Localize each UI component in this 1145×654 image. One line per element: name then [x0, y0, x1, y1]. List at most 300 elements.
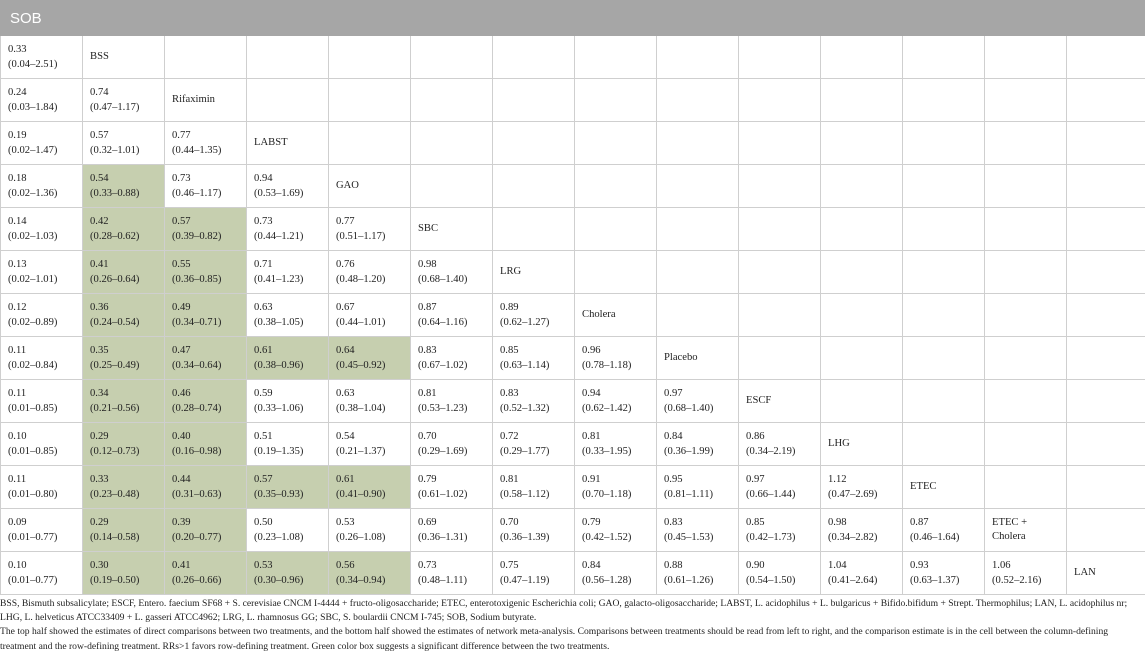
treatment-label: LAN: [1074, 566, 1145, 580]
confidence-interval: (0.62–1.42): [582, 401, 656, 416]
risk-ratio-value: 0.53: [254, 558, 328, 573]
risk-ratio-value: 0.29: [90, 429, 164, 444]
empty-cell: [411, 36, 493, 79]
risk-ratio-value: 0.10: [8, 429, 82, 444]
confidence-interval: (0.38–1.05): [254, 315, 328, 330]
confidence-interval: (0.24–0.54): [90, 315, 164, 330]
risk-ratio-value: 0.70: [500, 515, 574, 530]
estimate-cell: [575, 380, 657, 423]
estimate-cell: [903, 552, 985, 595]
risk-ratio-value: 0.73: [418, 558, 492, 573]
treatment-label-cell: [575, 294, 657, 337]
significant-estimate-cell: [83, 466, 165, 509]
estimate-cell: [411, 423, 493, 466]
estimate-cell: [1, 380, 83, 423]
empty-cell: [1067, 423, 1145, 466]
confidence-interval: (0.14–0.58): [90, 530, 164, 545]
estimate-cell: [1, 165, 83, 208]
empty-cell: [985, 79, 1067, 122]
empty-cell: [903, 208, 985, 251]
confidence-interval: (0.35–0.93): [254, 487, 328, 502]
estimate-cell: [1, 466, 83, 509]
empty-cell: [1067, 36, 1145, 79]
empty-cell: [1067, 165, 1145, 208]
empty-cell: [903, 36, 985, 79]
significant-estimate-cell: [247, 552, 329, 595]
risk-ratio-value: 0.76: [336, 257, 410, 272]
confidence-interval: (0.42–1.52): [582, 530, 656, 545]
risk-ratio-value: 1.04: [828, 558, 902, 573]
estimate-cell: [657, 380, 739, 423]
risk-ratio-value: 0.51: [254, 429, 328, 444]
confidence-interval: (0.23–1.08): [254, 530, 328, 545]
treatment-label: ETEC +: [992, 516, 1066, 530]
table-title-row: [1, 1, 1145, 36]
confidence-interval: (0.33–1.06): [254, 401, 328, 416]
significant-estimate-cell: [83, 251, 165, 294]
estimate-cell: [985, 552, 1067, 595]
empty-cell: [821, 165, 903, 208]
treatment-label: ESCF: [746, 394, 820, 408]
risk-ratio-value: 0.11: [8, 472, 82, 487]
empty-cell: [821, 294, 903, 337]
treatment-label-cell: [83, 36, 165, 79]
table-row: [1, 509, 1145, 552]
table-row: [1, 466, 1145, 509]
empty-cell: [985, 208, 1067, 251]
empty-cell: [903, 165, 985, 208]
confidence-interval: (0.47–1.19): [500, 573, 574, 588]
risk-ratio-value: 0.98: [828, 515, 902, 530]
confidence-interval: (0.12–0.73): [90, 444, 164, 459]
table-row: [1, 79, 1145, 122]
estimate-cell: [83, 79, 165, 122]
confidence-interval: (0.19–0.50): [90, 573, 164, 588]
significant-estimate-cell: [165, 380, 247, 423]
risk-ratio-value: 0.24: [8, 85, 82, 100]
treatment-label-line2: Cholera: [992, 530, 1066, 544]
treatment-label: SBC: [418, 222, 492, 236]
confidence-interval: (0.33–0.88): [90, 186, 164, 201]
risk-ratio-value: 0.61: [254, 343, 328, 358]
estimate-cell: [411, 251, 493, 294]
risk-ratio-value: 0.61: [336, 472, 410, 487]
risk-ratio-value: 0.81: [500, 472, 574, 487]
empty-cell: [1067, 466, 1145, 509]
significant-estimate-cell: [83, 337, 165, 380]
table-row: [1, 337, 1145, 380]
treatment-label-cell: [739, 380, 821, 423]
empty-cell: [329, 79, 411, 122]
risk-ratio-value: 0.97: [746, 472, 820, 487]
empty-cell: [657, 251, 739, 294]
confidence-interval: (0.78–1.18): [582, 358, 656, 373]
significant-estimate-cell: [83, 509, 165, 552]
empty-cell: [1067, 79, 1145, 122]
risk-ratio-value: 1.12: [828, 472, 902, 487]
significant-estimate-cell: [165, 251, 247, 294]
empty-cell: [821, 337, 903, 380]
empty-cell: [985, 165, 1067, 208]
estimate-cell: [739, 552, 821, 595]
risk-ratio-value: 0.95: [664, 472, 738, 487]
table-row: [1, 122, 1145, 165]
estimate-cell: [575, 337, 657, 380]
empty-cell: [903, 380, 985, 423]
empty-cell: [821, 208, 903, 251]
significant-estimate-cell: [83, 165, 165, 208]
estimate-cell: [1, 251, 83, 294]
risk-ratio-value: 0.74: [90, 85, 164, 100]
confidence-interval: (0.28–0.62): [90, 229, 164, 244]
confidence-interval: (0.02–1.36): [8, 186, 82, 201]
table-row: [1, 36, 1145, 79]
significant-estimate-cell: [247, 466, 329, 509]
estimate-cell: [575, 552, 657, 595]
treatment-label-cell: [411, 208, 493, 251]
risk-ratio-value: 0.34: [90, 386, 164, 401]
estimate-cell: [1, 79, 83, 122]
confidence-interval: (0.16–0.98): [172, 444, 246, 459]
explanation-note: The top half showed the estimates of direct comparisons between two treatments, and the bottom half showed the estimates of network meta-analysis. Comparisons between treatments should be read from left to right, and the comparison estimate is in the cell between the column-defining treatment and the row-defining treatment. RRs>1 favors row-defining treatment. Green color box suggests a significant difference between the two treatments.: [0, 625, 1143, 653]
empty-cell: [739, 36, 821, 79]
abbreviations-note: BSS, Bismuth subsalicylate; ESCF, Entero. faecium SF68 + S. cerevisiae CNCM I-4444 + fructo-oligosaccharide; ETEC, enterotoxigenic Escherichia coli; GAO, galacto-oligosaccharide; LABST, L. acidophilus + L. bulgaricus + Bifido.bifidum + Strept. Thermophilus; LAN, L. acidophilus nr; LHG, L. helveticus ATCC33409 + L. gasseri ATCC4962; LRG, L. rhamnosus GG; SBC, S. boulardii CNCM I-745; SOB, Sodium butyrate.: [0, 595, 1143, 625]
estimate-cell: [657, 552, 739, 595]
confidence-interval: (0.38–0.96): [254, 358, 328, 373]
confidence-interval: (0.42–1.73): [746, 530, 820, 545]
empty-cell: [1067, 337, 1145, 380]
estimate-cell: [329, 509, 411, 552]
confidence-interval: (0.44–1.21): [254, 229, 328, 244]
table-row: [1, 165, 1145, 208]
risk-ratio-value: 0.35: [90, 343, 164, 358]
empty-cell: [821, 380, 903, 423]
confidence-interval: (0.47–2.69): [828, 487, 902, 502]
empty-cell: [657, 165, 739, 208]
risk-ratio-value: 0.96: [582, 343, 656, 358]
table-row: [1, 552, 1145, 595]
estimate-cell: [329, 380, 411, 423]
significant-estimate-cell: [83, 552, 165, 595]
risk-ratio-value: 0.10: [8, 558, 82, 573]
confidence-interval: (0.02–0.84): [8, 358, 82, 373]
significant-estimate-cell: [165, 337, 247, 380]
risk-ratio-value: 0.79: [582, 515, 656, 530]
confidence-interval: (0.34–2.19): [746, 444, 820, 459]
estimate-cell: [165, 165, 247, 208]
risk-ratio-value: 0.54: [90, 171, 164, 186]
risk-ratio-value: 0.14: [8, 214, 82, 229]
estimate-cell: [329, 294, 411, 337]
risk-ratio-value: 0.81: [418, 386, 492, 401]
empty-cell: [821, 122, 903, 165]
risk-ratio-value: 0.12: [8, 300, 82, 315]
confidence-interval: (0.25–0.49): [90, 358, 164, 373]
risk-ratio-value: 0.97: [664, 386, 738, 401]
confidence-interval: (0.20–0.77): [172, 530, 246, 545]
risk-ratio-value: 0.83: [500, 386, 574, 401]
risk-ratio-value: 0.64: [336, 343, 410, 358]
estimate-cell: [493, 423, 575, 466]
treatment-label-cell: [985, 509, 1067, 552]
empty-cell: [657, 122, 739, 165]
empty-cell: [985, 466, 1067, 509]
empty-cell: [739, 79, 821, 122]
estimate-cell: [329, 208, 411, 251]
risk-ratio-value: 0.41: [172, 558, 246, 573]
confidence-interval: (0.70–1.18): [582, 487, 656, 502]
treatment-label-cell: [493, 251, 575, 294]
risk-ratio-value: 0.94: [254, 171, 328, 186]
risk-ratio-value: 0.41: [90, 257, 164, 272]
risk-ratio-value: 0.49: [172, 300, 246, 315]
estimate-cell: [657, 466, 739, 509]
confidence-interval: (0.52–2.16): [992, 573, 1066, 588]
risk-ratio-value: 0.87: [418, 300, 492, 315]
risk-ratio-value: 0.91: [582, 472, 656, 487]
estimate-cell: [575, 509, 657, 552]
risk-ratio-value: 0.63: [336, 386, 410, 401]
risk-ratio-value: 0.57: [90, 128, 164, 143]
confidence-interval: (0.44–1.35): [172, 143, 246, 158]
confidence-interval: (0.36–1.99): [664, 444, 738, 459]
estimate-cell: [821, 552, 903, 595]
estimate-cell: [493, 509, 575, 552]
risk-ratio-value: 0.40: [172, 429, 246, 444]
significant-estimate-cell: [329, 466, 411, 509]
risk-ratio-value: 0.93: [910, 558, 984, 573]
empty-cell: [493, 122, 575, 165]
confidence-interval: (0.02–1.47): [8, 143, 82, 158]
confidence-interval: (0.33–1.95): [582, 444, 656, 459]
confidence-interval: (0.66–1.44): [746, 487, 820, 502]
empty-cell: [411, 165, 493, 208]
estimate-cell: [247, 165, 329, 208]
risk-ratio-value: 0.11: [8, 386, 82, 401]
significant-estimate-cell: [83, 423, 165, 466]
risk-ratio-value: 0.53: [336, 515, 410, 530]
estimate-cell: [493, 294, 575, 337]
estimate-cell: [411, 294, 493, 337]
treatment-label: BSS: [90, 50, 164, 64]
significant-estimate-cell: [329, 337, 411, 380]
risk-ratio-value: 0.94: [582, 386, 656, 401]
risk-ratio-value: 0.36: [90, 300, 164, 315]
estimate-cell: [247, 294, 329, 337]
estimate-cell: [83, 122, 165, 165]
estimate-cell: [247, 380, 329, 423]
confidence-interval: (0.19–1.35): [254, 444, 328, 459]
estimate-cell: [657, 509, 739, 552]
treatment-label: LABST: [254, 136, 328, 150]
treatment-label-cell: [1067, 552, 1145, 595]
confidence-interval: (0.68–1.40): [664, 401, 738, 416]
confidence-interval: (0.51–1.17): [336, 229, 410, 244]
confidence-interval: (0.21–1.37): [336, 444, 410, 459]
confidence-interval: (0.02–1.03): [8, 229, 82, 244]
confidence-interval: (0.01–0.85): [8, 444, 82, 459]
significant-estimate-cell: [83, 380, 165, 423]
empty-cell: [657, 208, 739, 251]
treatment-label: Placebo: [664, 351, 738, 365]
estimate-cell: [247, 423, 329, 466]
empty-cell: [575, 122, 657, 165]
table-row: [1, 380, 1145, 423]
significant-estimate-cell: [165, 466, 247, 509]
estimate-cell: [821, 466, 903, 509]
treatment-label: LHG: [828, 437, 902, 451]
confidence-interval: (0.21–0.56): [90, 401, 164, 416]
empty-cell: [411, 79, 493, 122]
confidence-interval: (0.26–0.64): [90, 272, 164, 287]
estimate-cell: [1, 423, 83, 466]
estimate-cell: [903, 509, 985, 552]
risk-ratio-value: 0.69: [418, 515, 492, 530]
risk-ratio-value: 0.81: [582, 429, 656, 444]
confidence-interval: (0.01–0.77): [8, 530, 82, 545]
risk-ratio-value: 0.29: [90, 515, 164, 530]
confidence-interval: (0.36–0.85): [172, 272, 246, 287]
risk-ratio-value: 0.42: [90, 214, 164, 229]
estimate-cell: [657, 423, 739, 466]
confidence-interval: (0.34–2.82): [828, 530, 902, 545]
treatment-label-cell: [657, 337, 739, 380]
empty-cell: [739, 251, 821, 294]
risk-ratio-value: 0.75: [500, 558, 574, 573]
footnotes: [0, 595, 1145, 654]
estimate-cell: [165, 122, 247, 165]
risk-ratio-value: 0.77: [336, 214, 410, 229]
significant-estimate-cell: [329, 552, 411, 595]
table-row: [1, 208, 1145, 251]
confidence-interval: (0.31–0.63): [172, 487, 246, 502]
estimate-cell: [247, 251, 329, 294]
estimate-cell: [329, 251, 411, 294]
empty-cell: [575, 36, 657, 79]
empty-cell: [493, 36, 575, 79]
empty-cell: [739, 294, 821, 337]
risk-ratio-value: 0.73: [172, 171, 246, 186]
confidence-interval: (0.36–1.39): [500, 530, 574, 545]
significant-estimate-cell: [83, 208, 165, 251]
confidence-interval: (0.29–1.69): [418, 444, 492, 459]
estimate-cell: [1, 122, 83, 165]
confidence-interval: (0.41–1.23): [254, 272, 328, 287]
risk-ratio-value: 0.09: [8, 515, 82, 530]
treatment-label: Rifaximin: [172, 93, 246, 107]
risk-ratio-value: 0.59: [254, 386, 328, 401]
confidence-interval: (0.04–2.51): [8, 57, 82, 72]
table-row: [1, 294, 1145, 337]
confidence-interval: (0.61–1.02): [418, 487, 492, 502]
estimate-cell: [411, 509, 493, 552]
estimate-cell: [739, 509, 821, 552]
empty-cell: [985, 122, 1067, 165]
estimate-cell: [1, 208, 83, 251]
empty-cell: [903, 337, 985, 380]
confidence-interval: (0.52–1.32): [500, 401, 574, 416]
risk-ratio-value: 0.85: [746, 515, 820, 530]
table-row: [1, 251, 1145, 294]
confidence-interval: (0.63–1.14): [500, 358, 574, 373]
empty-cell: [575, 251, 657, 294]
risk-ratio-value: 0.57: [172, 214, 246, 229]
confidence-interval: (0.39–0.82): [172, 229, 246, 244]
risk-ratio-value: 0.84: [664, 429, 738, 444]
risk-ratio-value: 0.57: [254, 472, 328, 487]
table-row: [1, 423, 1145, 466]
confidence-interval: (0.02–1.01): [8, 272, 82, 287]
risk-ratio-value: 0.63: [254, 300, 328, 315]
estimate-cell: [739, 423, 821, 466]
risk-ratio-value: 0.44: [172, 472, 246, 487]
empty-cell: [985, 337, 1067, 380]
risk-ratio-value: 0.54: [336, 429, 410, 444]
confidence-interval: (0.32–1.01): [90, 143, 164, 158]
empty-cell: [165, 36, 247, 79]
estimate-cell: [247, 208, 329, 251]
confidence-interval: (0.26–0.66): [172, 573, 246, 588]
estimate-cell: [247, 509, 329, 552]
empty-cell: [247, 36, 329, 79]
risk-ratio-value: 0.85: [500, 343, 574, 358]
confidence-interval: (0.47–1.17): [90, 100, 164, 115]
risk-ratio-value: 0.83: [664, 515, 738, 530]
empty-cell: [1067, 294, 1145, 337]
risk-ratio-value: 1.06: [992, 558, 1066, 573]
estimate-cell: [575, 423, 657, 466]
estimate-cell: [411, 552, 493, 595]
table-body: [1, 36, 1145, 595]
estimate-cell: [411, 466, 493, 509]
treatment-label: GAO: [336, 179, 410, 193]
empty-cell: [493, 165, 575, 208]
significant-estimate-cell: [247, 337, 329, 380]
risk-ratio-value: 0.70: [418, 429, 492, 444]
empty-cell: [247, 79, 329, 122]
significant-estimate-cell: [165, 552, 247, 595]
treatment-label-cell: [247, 122, 329, 165]
risk-ratio-value: 0.33: [90, 472, 164, 487]
estimate-cell: [575, 466, 657, 509]
risk-ratio-value: 0.56: [336, 558, 410, 573]
empty-cell: [1067, 380, 1145, 423]
risk-ratio-value: 0.39: [172, 515, 246, 530]
risk-ratio-value: 0.47: [172, 343, 246, 358]
empty-cell: [739, 122, 821, 165]
confidence-interval: (0.38–1.04): [336, 401, 410, 416]
confidence-interval: (0.53–1.69): [254, 186, 328, 201]
empty-cell: [493, 208, 575, 251]
confidence-interval: (0.62–1.27): [500, 315, 574, 330]
empty-cell: [985, 36, 1067, 79]
empty-cell: [493, 79, 575, 122]
confidence-interval: (0.54–1.50): [746, 573, 820, 588]
confidence-interval: (0.81–1.11): [664, 487, 738, 502]
significant-estimate-cell: [165, 509, 247, 552]
empty-cell: [411, 122, 493, 165]
confidence-interval: (0.30–0.96): [254, 573, 328, 588]
confidence-interval: (0.56–1.28): [582, 573, 656, 588]
confidence-interval: (0.01–0.77): [8, 573, 82, 588]
confidence-interval: (0.34–0.71): [172, 315, 246, 330]
confidence-interval: (0.41–0.90): [336, 487, 410, 502]
empty-cell: [657, 294, 739, 337]
significant-estimate-cell: [165, 423, 247, 466]
risk-ratio-value: 0.11: [8, 343, 82, 358]
risk-ratio-value: 0.13: [8, 257, 82, 272]
risk-ratio-value: 0.88: [664, 558, 738, 573]
